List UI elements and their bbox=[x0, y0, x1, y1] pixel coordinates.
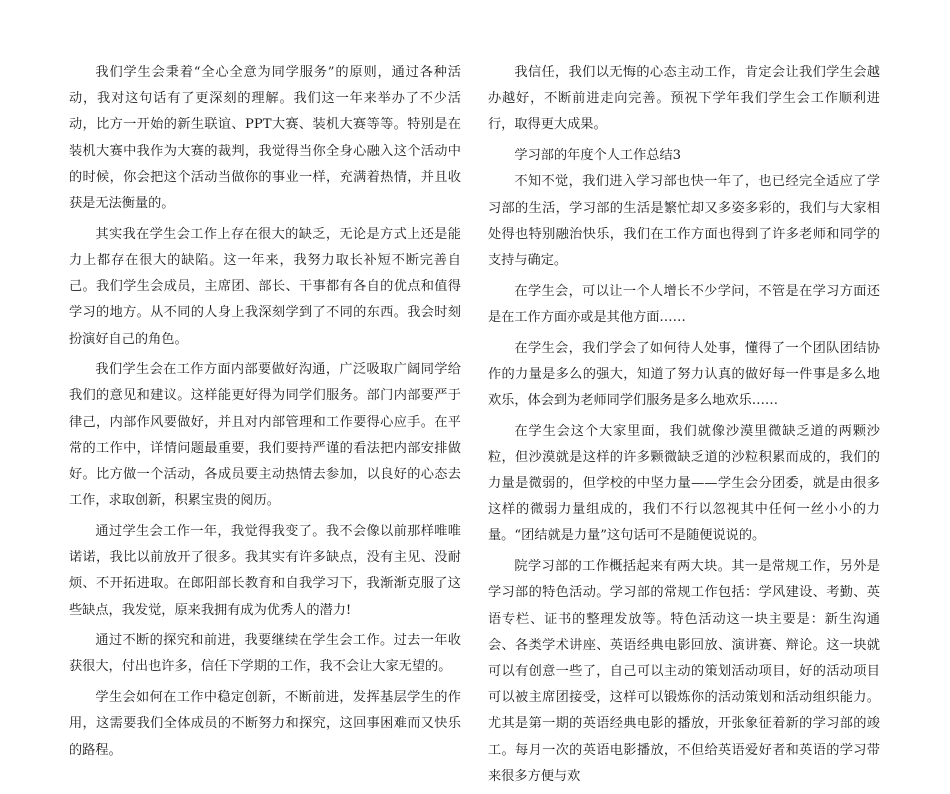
paragraph: 不知不觉，我们进入学习部也快一年了，也已经完全适应了学习部的生活，学习部的生活是繁忙却又多姿多彩的，我们与大家相处得也特别融治快乐，我们在工作方面也得到了许多老师和同学的支持与确定。 bbox=[488, 174, 880, 268]
paragraph: 我信任，我们以无悔的心态主动工作，肯定会让我们学生会越办越好，不断前进走向完善。预祝下学年我们学生会工作顺利进行，取得更大成果。 bbox=[488, 65, 880, 133]
paragraph: 院学习部的工作概括起来有两大块。其一是常规工作，另外是学习部的特色活动。学习部的常规工作包括：学风建设、考勤、英语专栏、证书的整理发放等。特色活动这一块主要是：新生沟通会、各类学术讲座、英语经典电影回放、演讲赛、辩论。这一块就可以有创意一些了，自己可以主动的策划活动项目，好的活动项目可以被主席团接受，这样可以锻炼你的活动策划和活动组织能力。尤其是第一期的英语经典电影的播放，开张象征着新的学习部的竣工。每月一次的英语电影播放，不但给英语爱好者和英语的学习带来很多方便与欢 bbox=[488, 559, 880, 784]
paragraph: 学生会如何在工作中稳定创新，不断前进，发挥基层学生的作用，这需要我们全体成员的不断努力和探究，这回事困难而又快乐的路程。 bbox=[69, 690, 461, 758]
paragraph: 通过学生会工作一年，我觉得我变了。我不会像以前那样唯唯诺诺，我比以前放开了很多。我其实有许多缺点，没有主见、没耐烦、不开拓进取。在郎阳部长教育和自我学习下，我渐渐克服了这些缺点，我发觉，原来我拥有成为优秀人的潜力! bbox=[69, 523, 461, 618]
section-heading: 学习部的年度个人工作总结3 bbox=[514, 148, 682, 164]
paragraph: 其实我在学生会工作上存在很大的缺乏，无论是方式上还是能力上都存在很大的缺陷。这一年来，我努力取长补短不断完善自己。我们学生会成员，主席团、部长、干事都有各自的优点和值得学习的地方。从不同的人身上我深刻学到了不同的东西。我会时刻扮演好自己的角色。 bbox=[69, 226, 461, 347]
paragraph: 在学生会，我们学会了如何待人处事，懂得了一个团队团结协作的力量是多么的强大，知道了努力认真的做好每一件事是多么地欢乐，体会到为老师同学们服务是多么地欢乐…… bbox=[488, 340, 880, 408]
paragraph: 我们学生会秉着“全心全意为同学服务”的原则，通过各种活动，我对这句话有了更深刻的理解。我们这一年来举办了不少活动，比方一开始的新生联谊、PPT大赛、装机大赛等等。特别是在装机大赛中我作为大赛的裁判，我觉得当你全身心融入这个活动中的时候，你会把这个活动当做你的事业一样，充满着热情，并且收获是无法衡量的。 bbox=[69, 65, 461, 212]
paragraph: 在学生会，可以让一个人增长不少学问，不管是在学习方面还是在工作方面亦或是其他方面…… bbox=[488, 283, 880, 325]
paragraph: 通过不断的探究和前进，我要继续在学生会工作。过去一年收获很大，付出也许多，信任下学期的工作，我不会让大家无望的。 bbox=[69, 633, 461, 675]
left-column bbox=[69, 60, 461, 768]
right-column bbox=[488, 60, 880, 794]
paragraph: 在学生会这个大家里面，我们就像沙漠里微缺乏道的两颗沙粒，但沙漠就是这样的许多颗微缺乏道的沙粒积累而成的，我们的力量是微弱的，但学校的中坚力量——学生会分团委，就是由很多这样的微弱力量组成的，我们不行以忽视其中任何一丝小小的力量。“团结就是力量”这句话可不是随便说说的。 bbox=[488, 423, 880, 544]
paragraph: 我们学生会在工作方面内部要做好沟通，广泛吸取广阔同学给我们的意见和建议。这样能更好得为同学们服务。部门内部要严于律己，内部作风要做好，并且对内部管理和工作要得心应手。在平常的工作中，详情问题最重要，我们要持严谨的看法把内部安排做好。比方做一个活动，各成员要主动热情去参加，以良好的心态去工作，求取创新，积累宝贵的阅历。 bbox=[69, 362, 461, 509]
